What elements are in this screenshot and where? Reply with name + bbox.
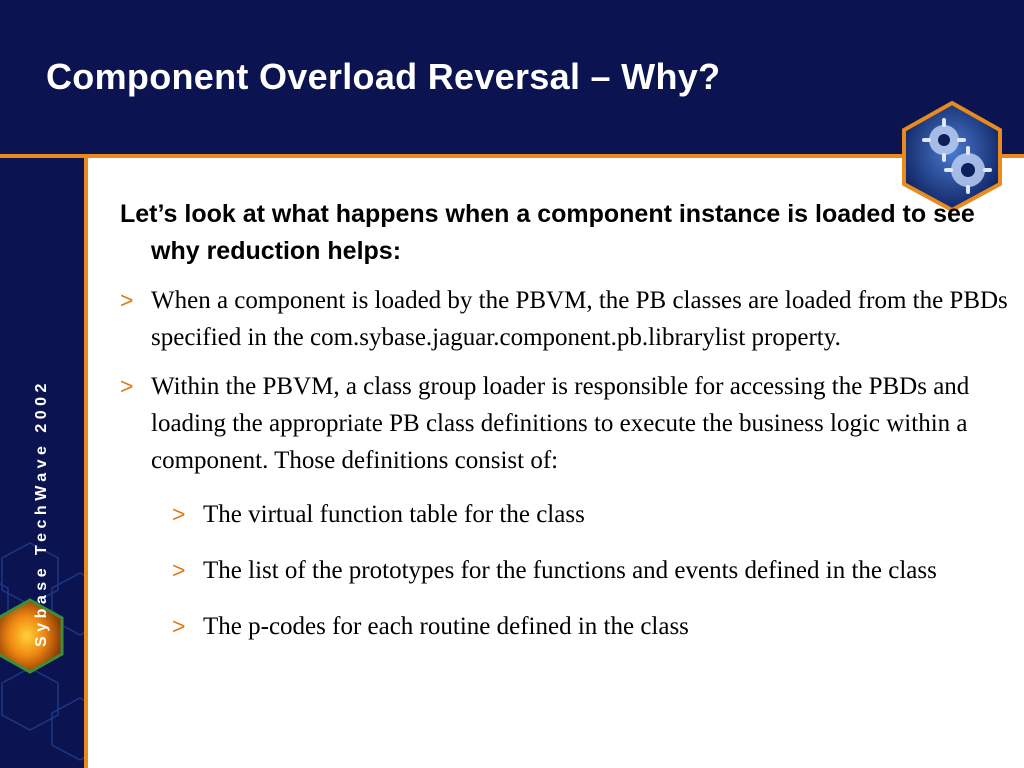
bullet-marker: > [120, 287, 134, 313]
slide-body [120, 196, 1010, 664]
bullet-item [120, 282, 1010, 356]
sidebar-divider [84, 158, 88, 768]
sub-bullet-text: The list of the prototypes for the functions and events defined in the class [203, 557, 937, 584]
sidebar [0, 158, 84, 768]
slide-title: Component Overload Reversal – Why? [46, 56, 721, 97]
brand-text: Sybase TechWave 2002 [33, 379, 50, 647]
sub-bullet-item [172, 552, 1010, 589]
bullet-marker: > [172, 557, 186, 583]
sub-bullet-item [172, 496, 1010, 533]
bullet-text: Within the PBVM, a class group loader is responsible for accessing the PBDs and loading the appropriate PB class definitions to execute the business logic within a component. Those definitions consist of: [151, 373, 970, 474]
sub-bullet-text: The virtual function table for the class [203, 501, 585, 528]
sub-bullet-item [172, 608, 1010, 645]
sub-bullet-text: The p-codes for each routine defined in the class [203, 613, 689, 640]
bullet-marker: > [172, 501, 186, 527]
bullet-text: When a component is loaded by the PBVM, the PB classes are loaded from the PBDs specified in the com.sybase.jaguar.component.pb.librarylist property. [151, 287, 1008, 351]
bullet-item [120, 368, 1010, 479]
lead-paragraph: Let’s look at what happens when a component instance is loaded to see why reduction helps: [120, 200, 975, 265]
title-bar [0, 0, 1024, 154]
header-divider [0, 154, 1024, 158]
bullet-marker: > [120, 373, 134, 399]
bullet-marker: > [172, 613, 186, 639]
